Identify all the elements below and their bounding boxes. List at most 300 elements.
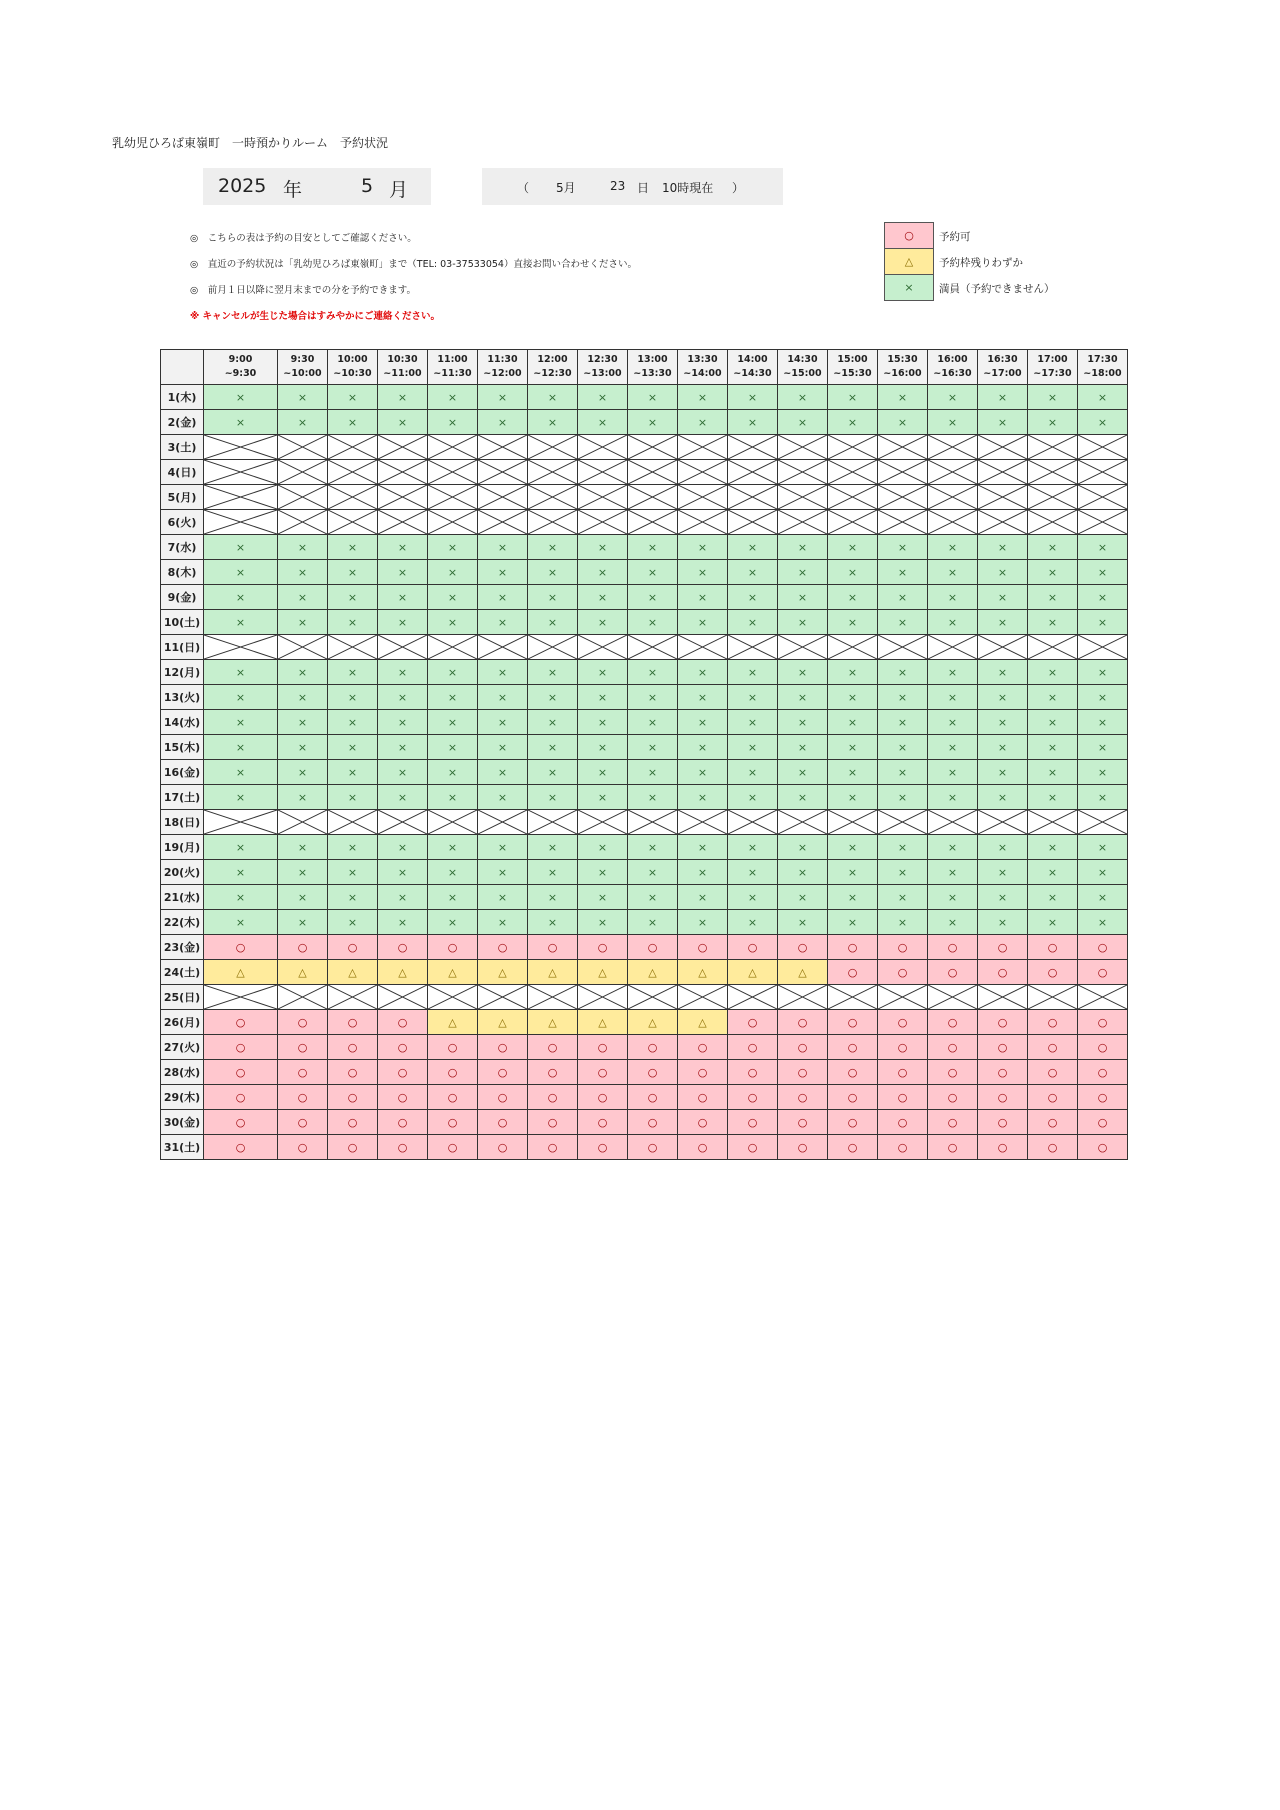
status-symbol: × <box>597 690 608 704</box>
closed-cross <box>828 985 877 1009</box>
status-symbol: ○ <box>235 1065 246 1079</box>
slot-full <box>428 785 478 810</box>
closed-cell <box>778 485 828 510</box>
closed-cell <box>678 460 728 485</box>
slot-full <box>728 610 778 635</box>
status-symbol: △ <box>598 1015 607 1029</box>
status-symbol: × <box>597 415 608 429</box>
closed-cross <box>878 510 927 534</box>
closed-cell <box>428 635 478 660</box>
closed-cross <box>578 510 627 534</box>
closed-cross <box>928 485 977 509</box>
table-row <box>161 610 1128 635</box>
status-symbol: × <box>297 790 308 804</box>
closed-cross <box>328 810 377 834</box>
slot-full <box>328 410 378 435</box>
slot-full <box>278 685 328 710</box>
status-symbol: × <box>747 915 758 929</box>
slot-full <box>928 560 978 585</box>
closed-cell <box>578 985 628 1010</box>
status-symbol: ○ <box>797 940 808 954</box>
slot-full <box>578 610 628 635</box>
slot-available <box>978 1010 1028 1035</box>
slot-available <box>1078 960 1128 985</box>
status-symbol: × <box>447 765 458 779</box>
slot-available <box>778 1035 828 1060</box>
status-symbol: × <box>697 665 708 679</box>
closed-cell <box>428 985 478 1010</box>
day-label: 28(水) <box>161 1060 204 1085</box>
closed-cell <box>878 985 928 1010</box>
note-2: ◎ 直近の予約状況は「乳幼児ひろば東嶺町」まで（TEL: 03-37533054）直接お問い合わせください。 <box>190 259 637 270</box>
status-symbol: × <box>997 915 1008 929</box>
closed-cross <box>878 985 927 1009</box>
closed-cross <box>578 985 627 1009</box>
status-symbol: ○ <box>397 940 408 954</box>
slot-full <box>378 835 428 860</box>
slot-full <box>978 410 1028 435</box>
slot-full <box>778 885 828 910</box>
status-symbol: △ <box>648 1015 657 1029</box>
slot-available <box>1078 1035 1128 1060</box>
slot-available <box>478 1035 528 1060</box>
slot-available <box>378 1110 428 1135</box>
status-symbol: × <box>847 865 858 879</box>
closed-cell <box>928 635 978 660</box>
slot-full <box>378 760 428 785</box>
slot-full <box>828 610 878 635</box>
status-symbol: ○ <box>547 1140 558 1154</box>
slot-full <box>878 685 928 710</box>
closed-cell <box>1078 435 1128 460</box>
status-symbol: ○ <box>897 1015 908 1029</box>
closed-cell <box>478 485 528 510</box>
status-symbol: ○ <box>947 1140 958 1154</box>
status-symbol: × <box>235 740 246 754</box>
status-symbol: × <box>797 390 808 404</box>
status-symbol: × <box>1097 715 1108 729</box>
slot-full <box>278 610 328 635</box>
slot-full <box>478 535 528 560</box>
slot-full <box>328 785 378 810</box>
slot-full <box>1028 860 1078 885</box>
closed-cell <box>678 510 728 535</box>
slot-full <box>328 660 378 685</box>
slot-full <box>278 385 328 410</box>
status-symbol: ○ <box>1047 1140 1058 1154</box>
status-symbol: △ <box>598 965 607 979</box>
status-symbol: ○ <box>847 1140 858 1154</box>
slot-available <box>1078 935 1128 960</box>
day-label: 18(日) <box>161 810 204 835</box>
status-symbol: × <box>997 890 1008 904</box>
slot-available <box>828 1110 878 1135</box>
slot-full <box>378 385 428 410</box>
status-symbol: × <box>697 565 708 579</box>
slot-full <box>528 735 578 760</box>
slot-full <box>328 685 378 710</box>
closed-cell <box>578 460 628 485</box>
status-symbol: × <box>697 865 708 879</box>
closed-cell <box>528 985 578 1010</box>
slot-full <box>528 760 578 785</box>
status-symbol: × <box>397 390 408 404</box>
slot-full <box>1078 385 1128 410</box>
table-row <box>161 685 1128 710</box>
slot-available <box>204 1010 278 1035</box>
legend-few-left-label: 予約枠残りわずか <box>939 257 1023 269</box>
status-symbol: × <box>847 690 858 704</box>
status-symbol: × <box>947 390 958 404</box>
status-symbol: △ <box>698 1015 707 1029</box>
closed-cross <box>678 985 727 1009</box>
slot-available <box>928 960 978 985</box>
status-symbol: × <box>797 540 808 554</box>
slot-available <box>278 1085 328 1110</box>
status-symbol: × <box>347 390 358 404</box>
status-symbol: ○ <box>447 1040 458 1054</box>
day-label: 7(水) <box>161 535 204 560</box>
slot-full <box>728 910 778 935</box>
status-symbol: △ <box>236 965 245 979</box>
closed-cell <box>528 485 578 510</box>
status-symbol: × <box>235 865 246 879</box>
closed-cell <box>478 460 528 485</box>
slot-full <box>628 735 678 760</box>
table-row <box>161 1110 1128 1135</box>
closed-cell <box>928 485 978 510</box>
status-symbol: × <box>547 565 558 579</box>
table-row <box>161 1135 1128 1160</box>
time-slot-end: ~14:30 <box>733 368 772 379</box>
status-symbol: ○ <box>397 1065 408 1079</box>
status-symbol: ○ <box>447 1140 458 1154</box>
status-symbol: ○ <box>235 1040 246 1054</box>
slot-full <box>528 560 578 585</box>
slot-available <box>828 1010 878 1035</box>
table-row <box>161 760 1128 785</box>
day-label: 27(火) <box>161 1035 204 1060</box>
slot-full <box>278 735 328 760</box>
slot-full <box>978 535 1028 560</box>
time-slot-header <box>578 350 628 385</box>
slot-full <box>678 785 728 810</box>
slot-full <box>828 710 878 735</box>
table-row <box>161 485 1128 510</box>
closed-cross <box>778 485 827 509</box>
slot-full <box>678 585 728 610</box>
closed-cross <box>728 435 777 459</box>
slot-available <box>978 935 1028 960</box>
slot-full <box>578 385 628 410</box>
status-symbol: ○ <box>297 1065 308 1079</box>
closed-cross <box>578 810 627 834</box>
closed-cell <box>878 460 928 485</box>
status-symbol: × <box>697 915 708 929</box>
status-symbol: ○ <box>497 1065 508 1079</box>
status-symbol: × <box>347 865 358 879</box>
status-symbol: △ <box>548 965 557 979</box>
slot-full <box>678 760 728 785</box>
closed-cross <box>204 635 277 659</box>
time-slot-header <box>278 350 328 385</box>
time-slot-start: 15:30 <box>887 354 918 365</box>
status-symbol: ○ <box>797 1115 808 1129</box>
slot-full <box>278 885 328 910</box>
slot-full <box>428 685 478 710</box>
status-symbol: ○ <box>897 940 908 954</box>
status-symbol: × <box>947 590 958 604</box>
slot-full <box>1028 560 1078 585</box>
closed-cell <box>378 810 428 835</box>
status-symbol: × <box>497 665 508 679</box>
closed-cell <box>378 485 428 510</box>
closed-cell <box>204 635 278 660</box>
slot-full <box>778 785 828 810</box>
time-slot-end: ~17:00 <box>983 368 1022 379</box>
table-row <box>161 1085 1128 1110</box>
status-symbol: × <box>997 590 1008 604</box>
slot-full <box>478 710 528 735</box>
day-label: 9(金) <box>161 585 204 610</box>
slot-full <box>478 735 528 760</box>
closed-cross <box>628 460 677 484</box>
slot-full <box>928 835 978 860</box>
slot-full <box>204 560 278 585</box>
closed-cross <box>828 510 877 534</box>
closed-cell <box>728 435 778 460</box>
closed-cell <box>278 460 328 485</box>
closed-cell <box>378 635 428 660</box>
slot-available <box>278 1010 328 1035</box>
status-symbol: × <box>297 715 308 729</box>
slot-full <box>878 560 928 585</box>
closed-cell <box>778 985 828 1010</box>
closed-cell <box>878 635 928 660</box>
status-symbol: ○ <box>947 1090 958 1104</box>
closed-cell <box>978 985 1028 1010</box>
time-slot-end: ~10:30 <box>333 368 372 379</box>
slot-available <box>678 1135 728 1160</box>
time-slot-start: 15:00 <box>837 354 868 365</box>
slot-full <box>1078 585 1128 610</box>
slot-full <box>978 710 1028 735</box>
slot-full <box>278 835 328 860</box>
status-symbol: × <box>235 840 246 854</box>
day-label: 26(月) <box>161 1010 204 1035</box>
slot-full <box>728 710 778 735</box>
slot-full <box>978 885 1028 910</box>
status-symbol: ○ <box>1097 1040 1108 1054</box>
status-symbol: × <box>647 590 658 604</box>
slot-full <box>628 885 678 910</box>
table-row <box>161 1010 1128 1035</box>
slot-full <box>1028 585 1078 610</box>
slot-few-left <box>528 1010 578 1035</box>
slot-full <box>728 385 778 410</box>
status-symbol: × <box>347 615 358 629</box>
slot-full <box>928 385 978 410</box>
status-symbol: × <box>697 715 708 729</box>
slot-available <box>878 1085 928 1110</box>
slot-available <box>828 1035 878 1060</box>
closed-cross <box>978 460 1027 484</box>
closed-cell <box>628 985 678 1010</box>
slot-available <box>728 1135 778 1160</box>
status-symbol: × <box>497 390 508 404</box>
status-symbol: ○ <box>547 1065 558 1079</box>
closed-cross <box>328 635 377 659</box>
status-symbol: × <box>647 565 658 579</box>
slot-full <box>428 710 478 735</box>
closed-cross <box>928 635 977 659</box>
closed-cross <box>1028 510 1077 534</box>
time-slot-start: 14:30 <box>787 354 818 365</box>
as-of-day: 23 <box>610 179 626 193</box>
status-symbol: ○ <box>1097 1090 1108 1104</box>
slot-full <box>1078 610 1128 635</box>
slot-available <box>628 1085 678 1110</box>
slot-available <box>528 1060 578 1085</box>
slot-full <box>328 610 378 635</box>
closed-cross <box>978 635 1027 659</box>
status-symbol: ○ <box>1097 940 1108 954</box>
status-symbol: ○ <box>297 1115 308 1129</box>
status-symbol: ○ <box>647 1140 658 1154</box>
day-label: 16(金) <box>161 760 204 785</box>
slot-full <box>778 610 828 635</box>
slot-available <box>828 1085 878 1110</box>
slot-full <box>204 535 278 560</box>
status-symbol: × <box>847 615 858 629</box>
closed-cell <box>428 460 478 485</box>
status-symbol: ○ <box>947 940 958 954</box>
slot-available <box>578 1135 628 1160</box>
status-symbol: × <box>747 415 758 429</box>
closed-cross <box>828 635 877 659</box>
status-symbol: × <box>747 790 758 804</box>
status-symbol: △ <box>448 965 457 979</box>
time-slot-end: ~16:00 <box>883 368 922 379</box>
slot-full <box>578 585 628 610</box>
slot-full <box>578 535 628 560</box>
status-symbol: × <box>897 665 908 679</box>
status-symbol: × <box>797 790 808 804</box>
status-symbol: △ <box>698 965 707 979</box>
status-symbol: ○ <box>697 940 708 954</box>
slot-full <box>678 410 728 435</box>
status-symbol: × <box>497 415 508 429</box>
time-slot-start: 14:00 <box>737 354 768 365</box>
status-symbol: × <box>447 615 458 629</box>
slot-full <box>578 860 628 885</box>
slot-full <box>528 585 578 610</box>
slot-available <box>578 1060 628 1085</box>
status-symbol: ○ <box>547 940 558 954</box>
status-symbol: × <box>1047 540 1058 554</box>
slot-full <box>428 910 478 935</box>
closed-cell <box>878 510 928 535</box>
status-symbol: × <box>547 590 558 604</box>
slot-available <box>928 1035 978 1060</box>
slot-full <box>1028 385 1078 410</box>
slot-available <box>978 1135 1028 1160</box>
status-symbol: ○ <box>547 1090 558 1104</box>
status-symbol: × <box>1047 690 1058 704</box>
as-of-time: 10時現在 <box>662 181 714 195</box>
table-row <box>161 985 1128 1010</box>
closed-cross <box>728 460 777 484</box>
table-row <box>161 510 1128 535</box>
closed-cross <box>878 460 927 484</box>
closed-cell <box>778 435 828 460</box>
slot-full <box>1078 710 1128 735</box>
closed-cell <box>678 485 728 510</box>
slot-available <box>428 1135 478 1160</box>
slot-available <box>728 935 778 960</box>
closed-cross <box>528 485 577 509</box>
status-symbol: ○ <box>347 1140 358 1154</box>
status-symbol: × <box>997 615 1008 629</box>
status-symbol: × <box>897 590 908 604</box>
status-symbol: × <box>547 765 558 779</box>
status-symbol: × <box>797 415 808 429</box>
status-symbol: ○ <box>397 1040 408 1054</box>
slot-full <box>878 385 928 410</box>
closed-cross <box>1078 485 1127 509</box>
status-symbol: × <box>547 790 558 804</box>
status-symbol: × <box>347 415 358 429</box>
closed-cell <box>478 510 528 535</box>
closed-cross <box>328 460 377 484</box>
slot-few-left <box>778 960 828 985</box>
status-symbol: × <box>897 690 908 704</box>
closed-cell <box>928 435 978 460</box>
slot-full <box>578 785 628 810</box>
status-symbol: × <box>647 740 658 754</box>
status-symbol: ○ <box>647 1065 658 1079</box>
closed-cell <box>428 810 478 835</box>
slot-available <box>678 1085 728 1110</box>
closed-cell <box>878 810 928 835</box>
closed-cell <box>328 810 378 835</box>
slot-available <box>1078 1085 1128 1110</box>
status-symbol: ○ <box>497 1090 508 1104</box>
closed-cross <box>728 985 777 1009</box>
status-symbol: ○ <box>347 1065 358 1079</box>
status-symbol: × <box>297 390 308 404</box>
table-row <box>161 660 1128 685</box>
slot-full <box>378 535 428 560</box>
closed-cross <box>678 810 727 834</box>
status-symbol: × <box>1047 740 1058 754</box>
slot-full <box>978 585 1028 610</box>
status-symbol: × <box>447 565 458 579</box>
slot-few-left <box>628 1010 678 1035</box>
slot-full <box>478 410 528 435</box>
time-slot-end: ~18:00 <box>1083 368 1122 379</box>
slot-full <box>928 535 978 560</box>
status-symbol: × <box>897 790 908 804</box>
header-corner <box>161 350 204 385</box>
slot-available <box>328 1035 378 1060</box>
status-symbol: × <box>447 690 458 704</box>
closed-cross <box>728 510 777 534</box>
closed-cell <box>928 460 978 485</box>
time-slot-start: 10:00 <box>337 354 368 365</box>
status-symbol: ○ <box>897 965 908 979</box>
closed-cross <box>478 985 527 1009</box>
